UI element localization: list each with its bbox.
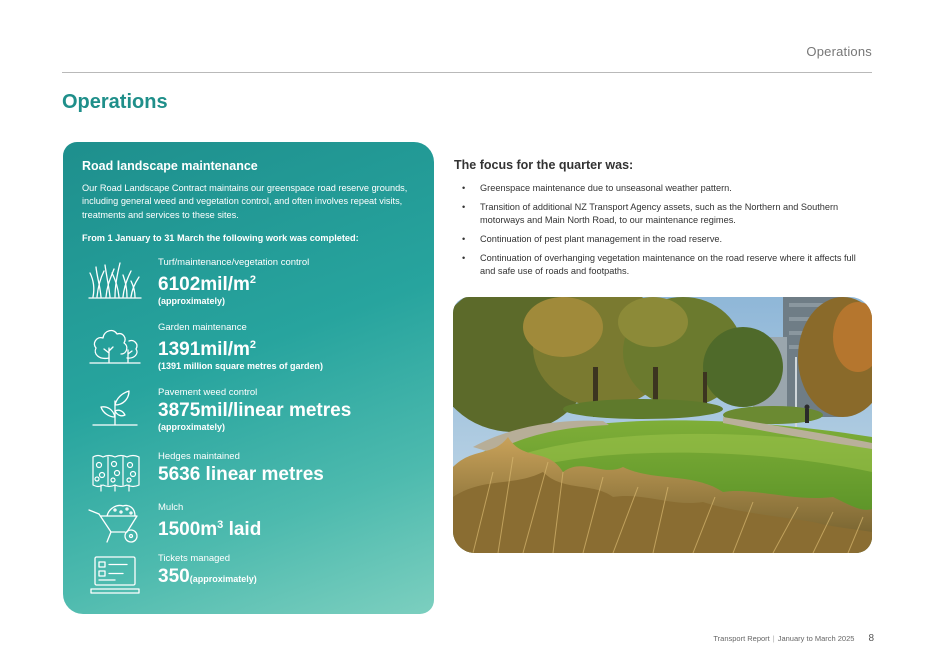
stat-value: $6102mil/m^2$ bbox=[158, 274, 257, 295]
stat-tickets bbox=[83, 553, 423, 613]
stat-value: 5636 linear metres bbox=[158, 464, 324, 485]
footer-separator: | bbox=[772, 634, 775, 643]
stat-garden bbox=[83, 322, 423, 382]
list-item: • Continuation of overhanging vegetation maintenance on the road reserve where it affects full and safe use of roads and footpaths. bbox=[454, 252, 872, 278]
stat-value: 3875mil/linear metres bbox=[158, 400, 352, 421]
stat-label: Garden maintenance bbox=[158, 322, 247, 333]
stat-value: 350(approximately) bbox=[158, 566, 257, 587]
focus-list bbox=[454, 182, 872, 284]
sprout-icon bbox=[87, 387, 143, 431]
stat-pavement-weed bbox=[83, 387, 423, 447]
footer-report-title: Transport Report bbox=[713, 634, 770, 643]
page-title: Operations bbox=[62, 91, 168, 113]
panel-heading: Road landscape maintenance bbox=[82, 159, 258, 173]
stat-value: $1500m^3$ laid bbox=[158, 519, 262, 540]
hedge-icon bbox=[87, 451, 143, 495]
list-item: • Greenspace maintenance due to unseasonal weather pattern. bbox=[454, 182, 872, 195]
stat-label: Tickets managed bbox=[158, 553, 230, 564]
list-item: • Continuation of pest plant management in the road reserve. bbox=[454, 233, 872, 246]
header-divider bbox=[62, 72, 872, 73]
stat-label: Turf/maintenance/vegetation control bbox=[158, 257, 310, 268]
stat-label: Hedges maintained bbox=[158, 451, 240, 462]
park-photo bbox=[453, 297, 872, 553]
page-footer bbox=[713, 633, 874, 644]
page-number: 8 bbox=[868, 633, 874, 644]
stat-label: Pavement weed control bbox=[158, 387, 258, 398]
stat-note: (1391 million square metres of garden) bbox=[158, 361, 324, 371]
laptop-icon bbox=[87, 553, 143, 597]
wheelbarrow-icon bbox=[87, 502, 143, 546]
stat-note: (approximately) bbox=[158, 296, 226, 306]
focus-heading: The focus for the quarter was: bbox=[454, 158, 634, 172]
list-item: • Transition of additional NZ Transport Agency assets, such as the Northern and Southern motorways and Main North Road, to our maintenance regimes. bbox=[454, 201, 872, 227]
stat-label: Mulch bbox=[158, 502, 184, 513]
panel-period: From 1 January to 31 March the following work was completed: bbox=[82, 233, 359, 243]
trees-icon bbox=[87, 322, 143, 366]
stat-note: (approximately) bbox=[158, 422, 226, 432]
grass-icon bbox=[87, 257, 143, 301]
road-landscape-panel bbox=[63, 142, 434, 614]
panel-intro: Our Road Landscape Contract maintains our greenspace road reserve grounds, including general weed and vegetation control, and often involves repeat visits, treatments and services to these sites. bbox=[82, 183, 408, 220]
footer-period: January to March 2025 bbox=[777, 634, 855, 643]
stat-turf bbox=[83, 257, 423, 317]
stat-inline-note: (approximately) bbox=[189, 574, 257, 584]
header-section-label: Operations bbox=[806, 44, 872, 59]
stat-value: $1391mil/m^2$ bbox=[158, 339, 257, 360]
